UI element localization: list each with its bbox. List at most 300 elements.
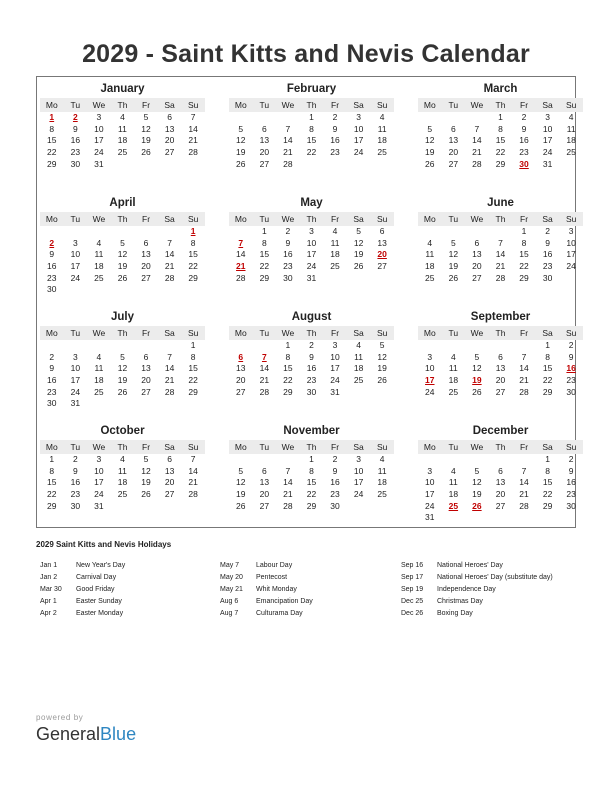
day-cell: 13 xyxy=(259,135,270,146)
week-row xyxy=(229,340,394,352)
day-cell: 15 xyxy=(542,477,553,488)
empty-day-cell xyxy=(489,512,513,524)
weekday-label: Fr xyxy=(520,100,529,110)
weekday-label: Fr xyxy=(331,442,340,452)
day-cell: 12 xyxy=(141,465,151,476)
holiday-date: Apr 1 xyxy=(40,598,57,605)
day-cell: 11 xyxy=(118,123,127,134)
day-cell: 3 xyxy=(309,226,314,236)
day-cell: 22 xyxy=(542,489,553,500)
weekday-label: Fr xyxy=(142,442,151,452)
day-cell: 9 xyxy=(568,351,574,362)
holiday-name: Independence Day xyxy=(437,586,496,593)
holiday-item xyxy=(40,608,125,620)
holiday-day-cell: 17 xyxy=(425,375,435,386)
day-cell: 22 xyxy=(188,375,198,386)
day-cell: 14 xyxy=(236,249,246,260)
weekday-header xyxy=(418,326,583,340)
empty-day-cell xyxy=(559,159,583,171)
weekday-label: Su xyxy=(376,328,388,338)
empty-day-cell xyxy=(134,159,158,171)
day-cell: 6 xyxy=(143,237,149,248)
week-row xyxy=(418,477,583,489)
empty-day-cell xyxy=(64,226,88,238)
weekday-label: We xyxy=(92,328,106,338)
day-cell: 30 xyxy=(70,158,81,169)
day-cell: 17 xyxy=(542,135,553,146)
logo-general-text: General xyxy=(36,724,101,744)
day-cell: 10 xyxy=(94,465,104,476)
day-cell: 26 xyxy=(425,158,435,169)
month-name: December xyxy=(472,425,529,437)
holiday-date: Aug 6 xyxy=(220,598,239,605)
day-cell: 20 xyxy=(259,147,270,158)
week-row xyxy=(418,226,583,238)
day-cell: 24 xyxy=(566,261,576,272)
day-cell: 5 xyxy=(143,112,149,122)
holiday-date: Mar 30 xyxy=(40,586,62,593)
empty-day-cell xyxy=(559,273,583,285)
holiday-item xyxy=(40,560,125,572)
day-cell: 23 xyxy=(566,489,576,500)
day-cell: 24 xyxy=(542,147,553,158)
weekday-label: Mo xyxy=(234,442,247,452)
month-name: July xyxy=(110,311,134,323)
day-cell: 7 xyxy=(167,237,172,248)
weekday-label: Tu xyxy=(448,214,459,224)
day-cell: 3 xyxy=(568,226,574,236)
day-cell: 27 xyxy=(472,272,482,283)
day-cell: 19 xyxy=(141,135,151,146)
day-cell: 22 xyxy=(519,261,529,272)
empty-day-cell xyxy=(158,159,182,171)
day-cell: 10 xyxy=(94,123,104,134)
empty-day-cell xyxy=(40,340,64,352)
weekday-label: Tu xyxy=(70,100,81,110)
weekday-header xyxy=(40,326,205,340)
day-cell: 8 xyxy=(309,123,314,134)
empty-day-cell xyxy=(465,512,489,524)
day-cell: 15 xyxy=(47,477,57,488)
empty-day-cell xyxy=(253,454,277,466)
week-row xyxy=(40,238,205,250)
day-cell: 9 xyxy=(72,465,78,476)
day-cell: 1 xyxy=(261,226,267,236)
weekday-label: Th xyxy=(117,328,128,338)
day-cell: 1 xyxy=(309,112,314,122)
holiday-name: National Heroes' Day (substitute day) xyxy=(437,574,553,581)
day-cell: 24 xyxy=(425,500,435,511)
holiday-item xyxy=(220,560,313,572)
holiday-item xyxy=(40,572,125,584)
day-cell: 13 xyxy=(141,363,151,374)
holiday-item xyxy=(40,596,125,608)
day-cell: 2 xyxy=(545,226,550,236)
day-cell: 1 xyxy=(545,454,550,464)
day-cell: 4 xyxy=(379,112,385,122)
holiday-column xyxy=(401,560,553,620)
weekday-label: Su xyxy=(376,100,388,110)
day-cell: 19 xyxy=(141,477,151,488)
week-row xyxy=(229,249,394,261)
holiday-date: Jan 2 xyxy=(40,574,58,581)
day-cell: 12 xyxy=(141,123,151,134)
holiday-date: Sep 16 xyxy=(401,562,424,569)
empty-day-cell xyxy=(87,226,111,238)
holiday-column xyxy=(40,560,125,620)
day-cell: 27 xyxy=(495,386,506,397)
empty-day-cell xyxy=(370,273,394,285)
branding xyxy=(36,713,136,745)
day-cell: 18 xyxy=(330,249,340,260)
day-cell: 2 xyxy=(309,340,314,350)
day-cell: 8 xyxy=(521,237,527,248)
day-cell: 31 xyxy=(94,158,104,169)
weekday-header xyxy=(418,98,583,112)
day-cell: 14 xyxy=(283,477,293,488)
day-cell: 24 xyxy=(94,489,104,500)
day-cell: 19 xyxy=(377,363,387,374)
weekday-label: Fr xyxy=(331,328,340,338)
day-cell: 10 xyxy=(353,465,364,476)
day-cell: 29 xyxy=(283,386,293,397)
weekday-label: We xyxy=(281,442,295,452)
day-cell: 23 xyxy=(542,261,553,272)
day-cell: 10 xyxy=(70,363,81,374)
empty-day-cell xyxy=(181,284,205,296)
holiday-date: Sep 19 xyxy=(401,586,424,593)
day-cell: 24 xyxy=(425,386,435,397)
empty-day-cell xyxy=(158,340,182,352)
day-cell: 17 xyxy=(70,375,81,386)
holiday-item xyxy=(401,560,553,572)
empty-day-cell xyxy=(347,387,371,399)
day-cell: 16 xyxy=(47,261,57,272)
week-row xyxy=(229,375,394,387)
week-row xyxy=(418,261,583,273)
day-cell: 29 xyxy=(188,386,198,397)
week-row xyxy=(40,489,205,501)
day-cell: 9 xyxy=(309,351,314,362)
month-may xyxy=(229,196,394,284)
holiday-date: May 20 xyxy=(220,574,243,581)
day-cell: 31 xyxy=(330,386,340,397)
weekday-label: Sa xyxy=(353,214,364,224)
week-row xyxy=(229,352,394,364)
day-cell: 23 xyxy=(306,375,317,386)
day-cell: 8 xyxy=(261,237,267,248)
weekday-label: Su xyxy=(565,214,577,224)
day-cell: 25 xyxy=(117,489,128,500)
day-cell: 25 xyxy=(353,375,364,386)
day-cell: 23 xyxy=(47,386,57,397)
day-cell: 9 xyxy=(49,249,55,260)
day-cell: 11 xyxy=(377,465,387,476)
weekday-label: Su xyxy=(187,214,199,224)
day-cell: 3 xyxy=(96,112,102,122)
month-name: November xyxy=(283,425,340,437)
week-row xyxy=(229,135,394,147)
holiday-item xyxy=(220,608,313,620)
weekday-label: Sa xyxy=(164,328,175,338)
day-cell: 10 xyxy=(70,249,81,260)
day-cell: 4 xyxy=(332,226,338,236)
empty-day-cell xyxy=(64,340,88,352)
weekday-header xyxy=(40,98,205,112)
weekday-label: Fr xyxy=(520,214,529,224)
day-cell: 17 xyxy=(330,363,340,374)
empty-day-cell xyxy=(229,112,253,124)
empty-day-cell xyxy=(418,340,442,352)
day-cell: 2 xyxy=(285,226,291,236)
day-cell: 21 xyxy=(472,147,482,158)
holiday-day-cell: 21 xyxy=(236,261,246,272)
week-row xyxy=(418,352,583,364)
week-row xyxy=(229,489,394,501)
week-row xyxy=(418,238,583,250)
day-cell: 9 xyxy=(568,465,574,476)
holiday-name: New Year's Day xyxy=(76,562,126,569)
day-cell: 27 xyxy=(259,500,270,511)
page-title: 2029 - Saint Kitts and Nevis Calendar xyxy=(82,40,530,68)
day-cell: 6 xyxy=(498,465,503,476)
weekday-label: Su xyxy=(565,328,577,338)
day-cell: 15 xyxy=(283,363,293,374)
day-cell: 15 xyxy=(306,135,317,146)
empty-day-cell xyxy=(489,226,513,238)
day-cell: 23 xyxy=(566,375,576,386)
day-cell: 8 xyxy=(545,465,550,476)
weekday-label: We xyxy=(281,100,295,110)
weekday-label: Th xyxy=(306,214,317,224)
empty-day-cell xyxy=(158,284,182,296)
day-cell: 16 xyxy=(70,477,81,488)
day-cell: 3 xyxy=(356,454,361,464)
weekday-label: Sa xyxy=(353,100,364,110)
holiday-day-cell: 1 xyxy=(190,226,196,236)
day-cell: 26 xyxy=(117,272,128,283)
day-cell: 21 xyxy=(188,477,198,488)
empty-day-cell xyxy=(418,226,442,238)
day-cell: 3 xyxy=(72,237,78,248)
week-row xyxy=(418,387,583,399)
day-cell: 15 xyxy=(47,135,57,146)
weekday-label: Fr xyxy=(331,100,340,110)
weekday-label: Mo xyxy=(234,100,247,110)
day-cell: 9 xyxy=(545,237,550,248)
day-cell: 14 xyxy=(164,249,175,260)
weekday-label: Sa xyxy=(164,100,175,110)
day-cell: 6 xyxy=(474,237,480,248)
day-cell: 14 xyxy=(164,363,175,374)
week-row xyxy=(418,512,583,524)
day-cell: 7 xyxy=(498,237,503,248)
weekday-label: Fr xyxy=(331,214,340,224)
day-cell: 30 xyxy=(542,272,553,283)
week-row xyxy=(229,273,394,285)
day-cell: 12 xyxy=(117,363,128,374)
week-row xyxy=(40,284,205,296)
day-cell: 18 xyxy=(94,375,104,386)
week-row xyxy=(40,340,205,352)
day-cell: 1 xyxy=(190,340,196,350)
day-cell: 15 xyxy=(188,249,198,260)
holiday-day-cell: 2 xyxy=(72,112,78,122)
empty-day-cell xyxy=(418,112,442,124)
empty-day-cell xyxy=(134,398,158,410)
month-name: May xyxy=(300,197,323,209)
holiday-day-cell: 7 xyxy=(238,237,244,248)
month-january xyxy=(40,82,205,170)
day-cell: 11 xyxy=(330,237,340,248)
empty-day-cell xyxy=(181,398,205,410)
day-cell: 23 xyxy=(519,147,529,158)
day-cell: 17 xyxy=(353,477,364,488)
day-cell: 8 xyxy=(190,237,196,248)
day-cell: 17 xyxy=(566,249,576,260)
empty-day-cell xyxy=(489,454,513,466)
day-cell: 5 xyxy=(238,465,244,476)
empty-day-cell xyxy=(111,340,135,352)
holiday-day-cell: 26 xyxy=(472,500,482,511)
month-name: March xyxy=(483,83,518,95)
generalblue-logo[interactable] xyxy=(36,724,136,745)
weekday-label: Mo xyxy=(423,100,436,110)
month-august xyxy=(229,310,394,398)
day-cell: 26 xyxy=(117,386,128,397)
weekday-label: Th xyxy=(495,442,506,452)
day-cell: 10 xyxy=(542,123,553,134)
empty-day-cell xyxy=(370,387,394,399)
weekday-label: Su xyxy=(376,442,388,452)
day-cell: 24 xyxy=(70,272,81,283)
empty-day-cell xyxy=(465,454,489,466)
empty-day-cell xyxy=(347,273,371,285)
week-row xyxy=(40,501,205,513)
day-cell: 15 xyxy=(519,249,529,260)
week-row xyxy=(418,273,583,285)
weekday-label: Mo xyxy=(45,442,58,452)
day-cell: 3 xyxy=(427,351,433,362)
day-cell: 10 xyxy=(425,363,435,374)
week-row xyxy=(40,375,205,387)
weekday-label: Th xyxy=(117,100,128,110)
holiday-item xyxy=(220,584,313,596)
day-cell: 29 xyxy=(259,272,270,283)
day-cell: 17 xyxy=(353,135,364,146)
day-cell: 7 xyxy=(285,123,291,134)
day-cell: 13 xyxy=(236,363,246,374)
week-row xyxy=(40,363,205,375)
day-cell: 19 xyxy=(117,375,128,386)
day-cell: 20 xyxy=(472,261,482,272)
weekday-label: Sa xyxy=(353,328,364,338)
weekday-label: Su xyxy=(565,100,577,110)
day-cell: 7 xyxy=(167,351,172,362)
week-row xyxy=(40,124,205,136)
day-cell: 23 xyxy=(70,489,81,500)
weekday-label: We xyxy=(92,214,106,224)
day-cell: 28 xyxy=(259,386,270,397)
day-cell: 6 xyxy=(261,465,267,476)
holiday-name: Good Friday xyxy=(76,586,115,593)
week-row xyxy=(40,159,205,171)
day-cell: 21 xyxy=(495,261,506,272)
day-cell: 17 xyxy=(94,477,104,488)
day-cell: 6 xyxy=(498,351,503,362)
day-cell: 9 xyxy=(285,237,291,248)
weekday-label: Th xyxy=(306,100,317,110)
week-row xyxy=(229,454,394,466)
day-cell: 25 xyxy=(94,272,104,283)
day-cell: 10 xyxy=(425,477,435,488)
empty-day-cell xyxy=(370,501,394,513)
day-cell: 1 xyxy=(285,340,291,350)
holiday-day-cell: 16 xyxy=(566,363,576,374)
holiday-item xyxy=(401,608,553,620)
day-cell: 18 xyxy=(448,489,459,500)
day-cell: 19 xyxy=(472,489,482,500)
day-cell: 25 xyxy=(330,261,340,272)
day-cell: 6 xyxy=(143,351,149,362)
day-cell: 20 xyxy=(236,375,246,386)
day-cell: 27 xyxy=(236,386,246,397)
week-row xyxy=(229,501,394,513)
day-cell: 10 xyxy=(566,237,576,248)
holiday-date: Apr 2 xyxy=(40,610,57,617)
day-cell: 30 xyxy=(306,386,317,397)
day-cell: 6 xyxy=(167,454,172,464)
weekday-label: We xyxy=(470,442,484,452)
day-cell: 30 xyxy=(47,284,57,295)
day-cell: 29 xyxy=(47,158,57,169)
day-cell: 5 xyxy=(143,454,149,464)
weekday-label: Th xyxy=(306,442,317,452)
weekday-label: We xyxy=(281,214,295,224)
week-row xyxy=(418,363,583,375)
holiday-name: Christmas Day xyxy=(437,598,483,605)
weekday-label: Fr xyxy=(142,214,151,224)
day-cell: 16 xyxy=(70,135,81,146)
month-name: October xyxy=(100,425,145,437)
weekday-label: Fr xyxy=(142,328,151,338)
empty-day-cell xyxy=(111,159,135,171)
day-cell: 9 xyxy=(332,465,338,476)
weekday-label: Mo xyxy=(45,328,58,338)
weekday-label: Tu xyxy=(70,328,81,338)
day-cell: 5 xyxy=(474,465,480,476)
weekday-label: Su xyxy=(376,214,388,224)
day-cell: 31 xyxy=(70,398,81,409)
week-row xyxy=(229,466,394,478)
day-cell: 29 xyxy=(542,386,553,397)
week-row xyxy=(40,466,205,478)
day-cell: 1 xyxy=(498,112,503,122)
day-cell: 9 xyxy=(49,363,55,374)
day-cell: 13 xyxy=(495,363,506,374)
empty-day-cell xyxy=(111,398,135,410)
day-cell: 5 xyxy=(120,237,125,248)
day-cell: 25 xyxy=(448,386,459,397)
day-cell: 28 xyxy=(519,500,529,511)
empty-day-cell xyxy=(64,284,88,296)
day-cell: 24 xyxy=(94,147,104,158)
empty-day-cell xyxy=(323,273,347,285)
day-cell: 5 xyxy=(427,123,433,134)
day-cell: 15 xyxy=(542,363,553,374)
day-cell: 13 xyxy=(472,249,482,260)
day-cell: 5 xyxy=(120,351,125,362)
